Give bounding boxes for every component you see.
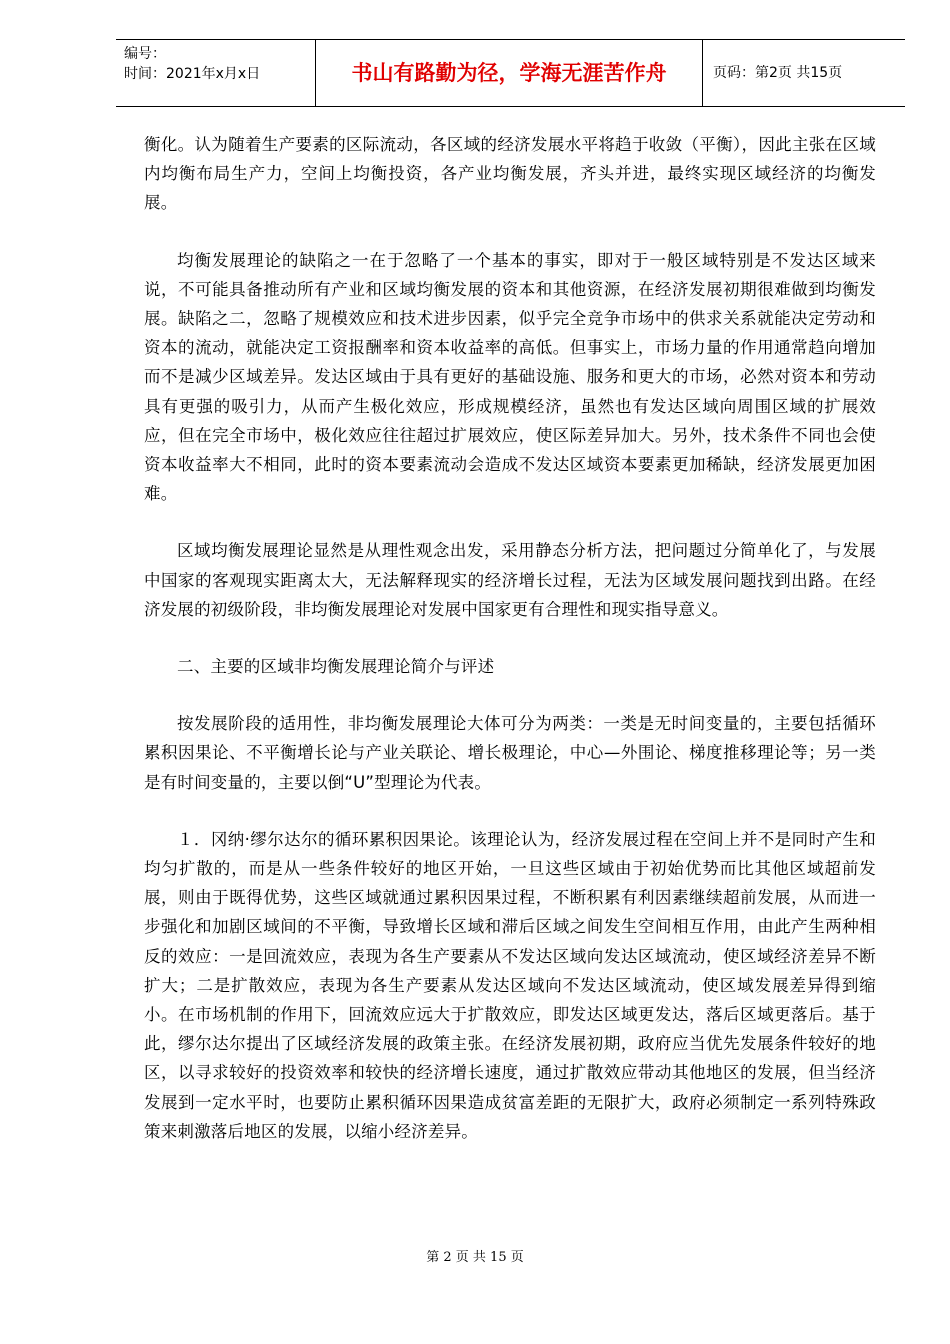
page-footer: 第 2 页 共 15 页 [426, 1250, 524, 1265]
serial-number-label: 编号： [124, 46, 166, 62]
date-label: 时间：2021年x月x日 [124, 66, 261, 82]
document-body [144, 130, 876, 1174]
section-heading: 二、主要的区域非均衡发展理论简介与评述 [177, 657, 495, 677]
paragraph-5: １．冈纳·缪尔达尔的循环累积因果论。该理论认为，经济发展过程在空间上并不是同时产生和均匀扩散的，而是从一些条件较好的地区开始，一旦这些区域由于初始优势而比其他区域超前发展，则由于既得优势，这些区域就通过累积因果过程，不断积累有利因素继续超前发展，从而进一步强化和加剧区域间的不平衡，导致增长区域和滞后区域之间发生空间相互作用，由此产生两种相反的效应：一是回流效应，表现为各生产要素从不发达区域向发达区域流动，使区域经济差异不断扩大；二是扩散效应，表现为各生产要素从发达区域向不发达区域流动，使区域发展差异得到缩小。在市场机制的作用下，回流效应远大于扩散效应，即发达区域更发达，落后区域更落后。基于此，缪尔达尔提出了区域经济发展的政策主张。在经济发展初期，政府应当优先发展条件较好的地区，以寻求较好的投资效率和较快的经济增长速度，通过扩散效应带动其他地区的发展，但当经济发展到一定水平时，也要防止累积循环因果造成贫富差距的无限扩大，政府必须制定一系列特殊政策来刺激落后地区的发展，以缩小经济差异。 [144, 829, 876, 1141]
header-page-info: 页码：第2页 共15页 [713, 65, 843, 81]
header-motto: 书山有路勤为径，学海无涯苦作舟 [315, 40, 703, 106]
page-header [116, 39, 905, 107]
paragraph-4: 按发展阶段的适用性，非均衡发展理论大体可分为两类：一类是无时间变量的，主要包括循环累积因果论、不平衡增长论与产业关联论、增长极理论，中心—外围论、梯度推移理论等；另一类是有时间变量的，主要以倒“U”型理论为代表。 [144, 714, 876, 792]
paragraph-2: 均衡发展理论的缺陷之一在于忽略了一个基本的事实，即对于一般区域特别是不发达区域来说，不可能具备推动所有产业和区域均衡发展的资本和其他资源，在经济发展初期很难做到均衡发展。缺陷之二，忽略了规模效应和技术进步因素，似乎完全竞争市场中的供求关系就能决定劳动和资本的流动，就能决定工资报酬率和资本收益率的高低。但事实上，市场力量的作用通常趋向增加而不是减少区域差异。发达区域由于具有更好的基础设施、服务和更大的市场，必然对资本和劳动具有更强的吸引力，从而产生极化效应，形成规模经济，虽然也有发达区域向周围区域的扩展效应，但在完全市场中，极化效应往往超过扩展效应，使区际差异加大。另外，技术条件不同也会使资本收益率大不相同，此时的资本要素流动会造成不发达区域资本要素更加稀缺，经济发展更加困难。 [144, 250, 876, 504]
header-meta [116, 40, 316, 106]
paragraph-1: 衡化。认为随着生产要素的区际流动，各区域的经济发展水平将趋于收敛（平衡），因此主张在区域内均衡布局生产力，空间上均衡投资，各产业均衡发展，齐头并进，最终实现区域经济的均衡发展。 [144, 135, 876, 213]
paragraph-3: 区域均衡发展理论显然是从理性观念出发，采用静态分析方法，把问题过分简单化了，与发展中国家的客观现实距离太大，无法解释现实的经济增长过程，无法为区域发展问题找到出路。在经济发展的初级阶段，非均衡发展理论对发展中国家更有合理性和现实指导意义。 [144, 541, 876, 619]
